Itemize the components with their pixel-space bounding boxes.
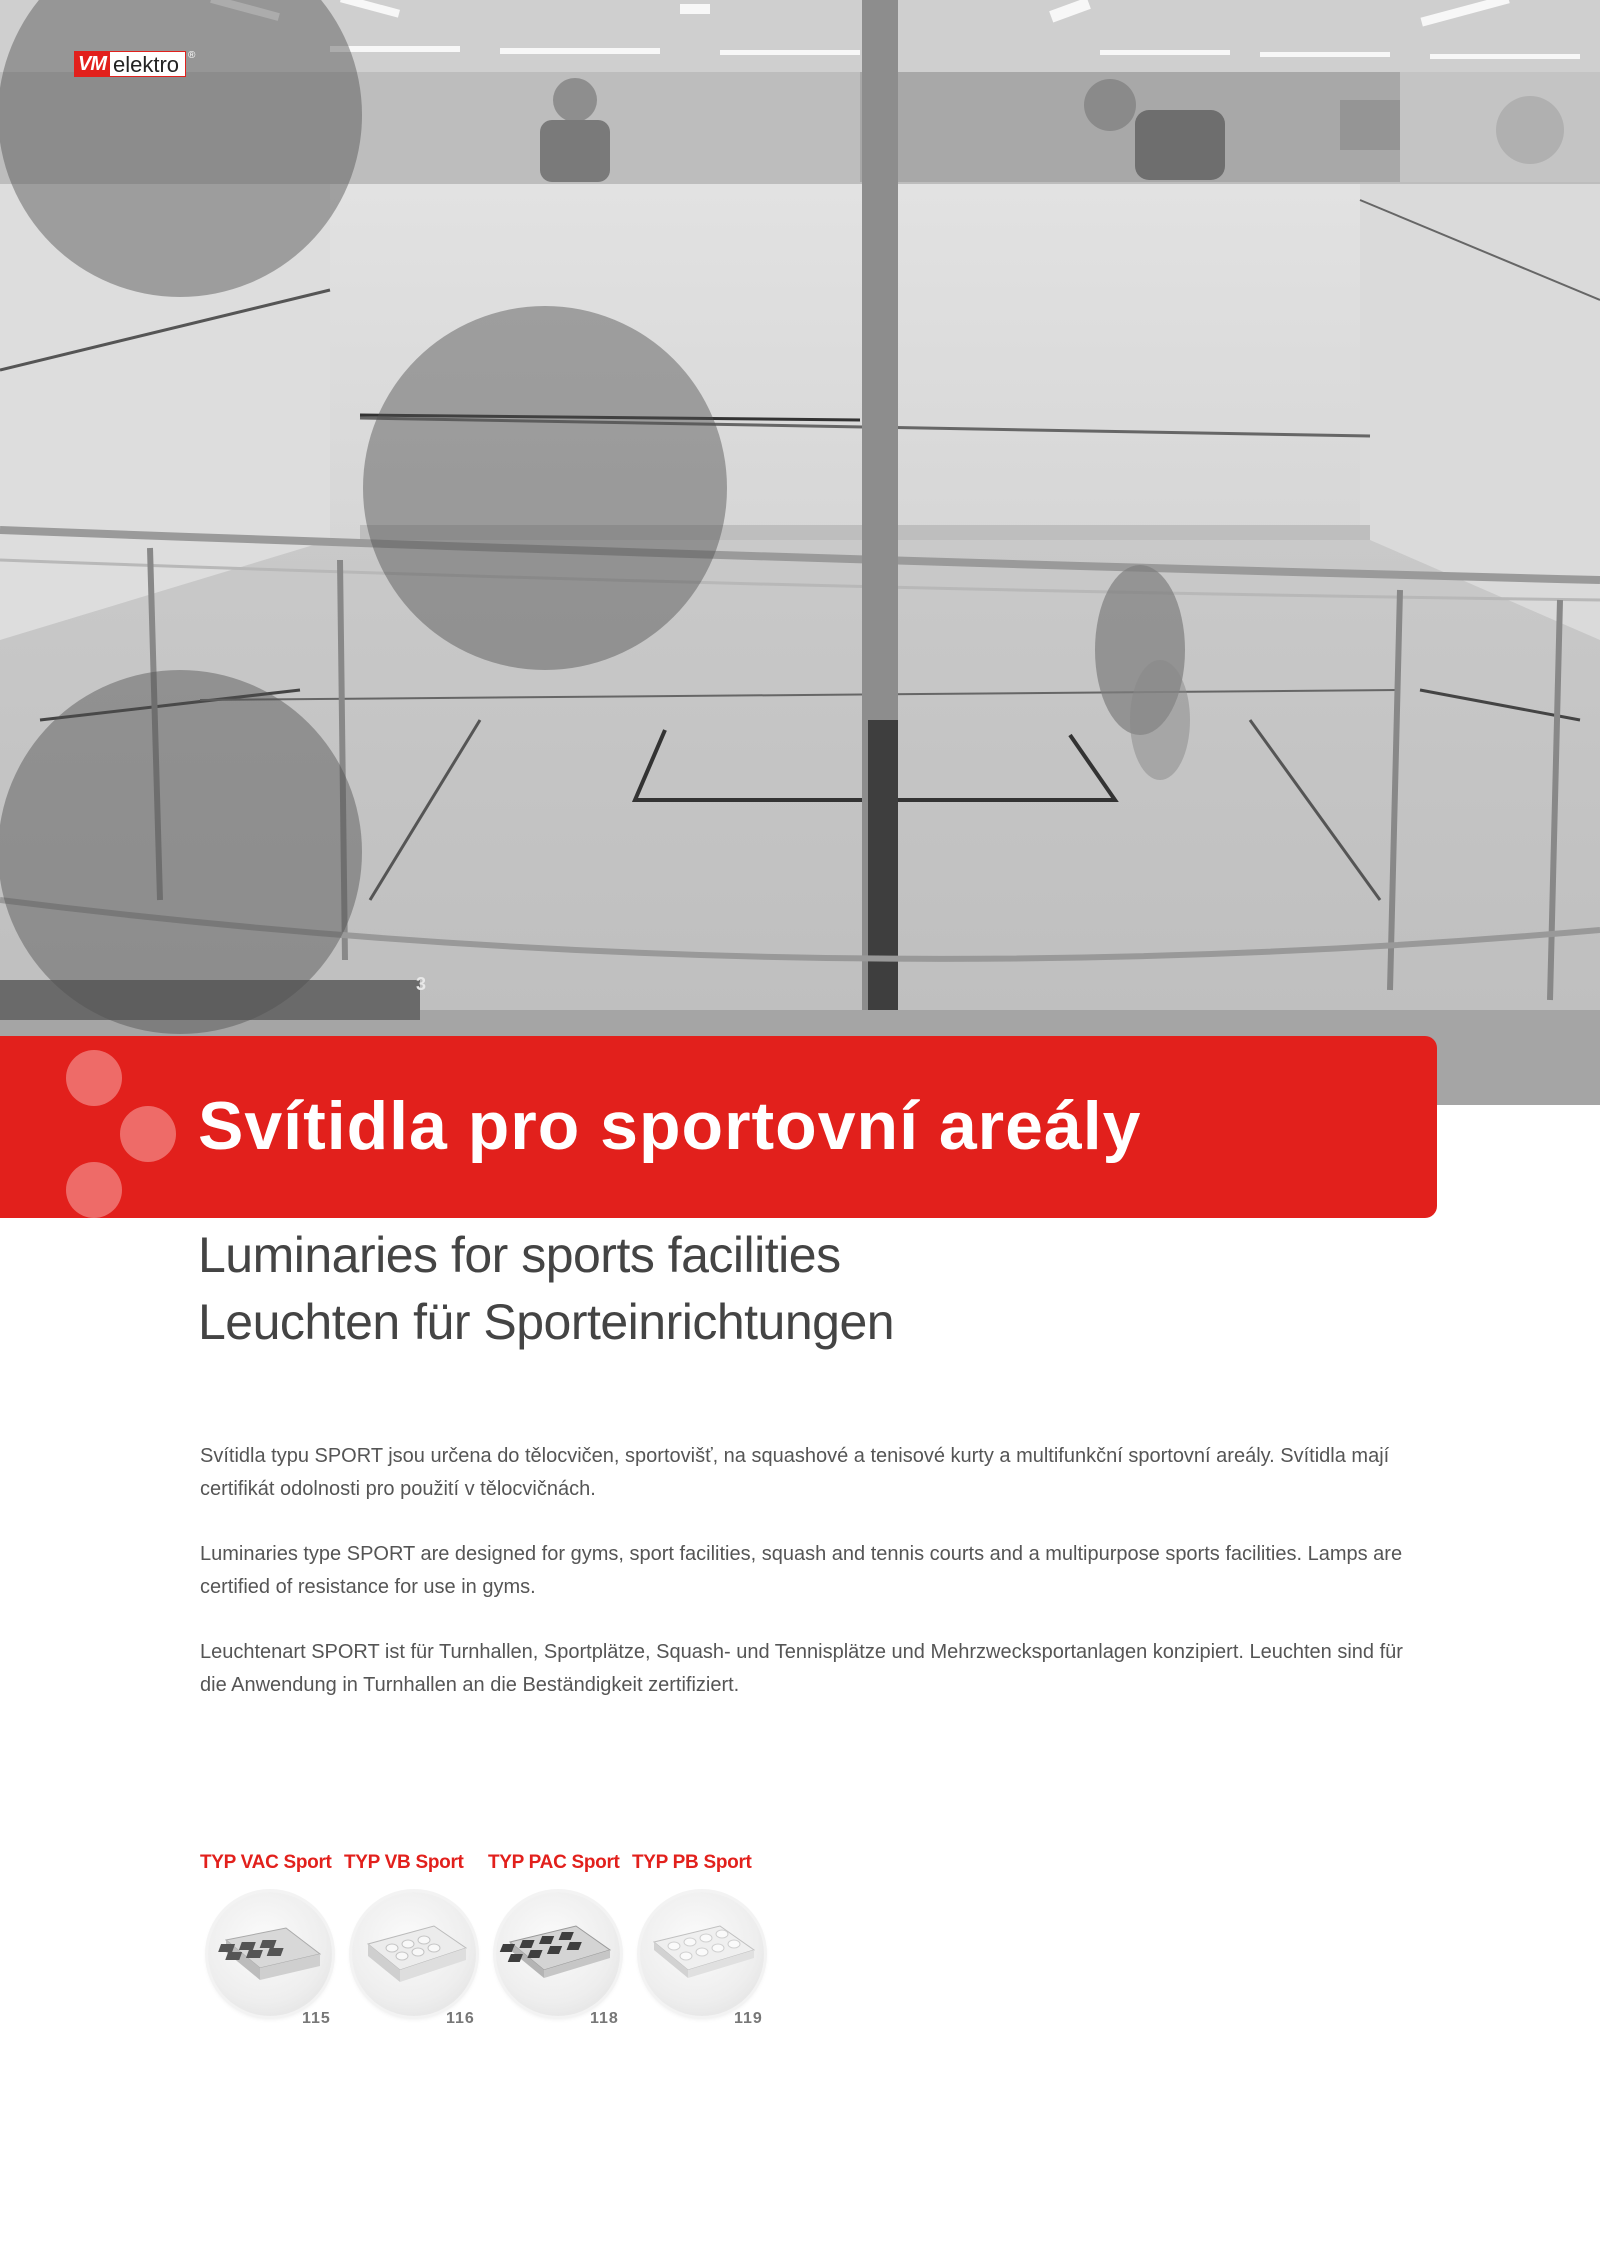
product-item-vb[interactable]	[344, 1852, 484, 2042]
title-band	[0, 1036, 1437, 1218]
luminaire-pac-icon	[496, 1892, 620, 2016]
description-german: Leuchtenart SPORT ist für Turnhallen, Sportplätze, Squash- und Tennisplätze und Mehrzwecksportanlagen konzipiert. Leuchten sind für die Anwendung in Turnhallen an die Beständigkeit zertifiziert.	[200, 1641, 1403, 1696]
vm-elektro-logo[interactable]	[74, 50, 195, 78]
decorative-dot-icon	[120, 1106, 176, 1162]
product-name: TYP PAC Sport	[488, 1852, 620, 1873]
page-number: 116	[446, 2010, 475, 2027]
product-list	[200, 1852, 920, 2042]
page-number: 118	[590, 2010, 619, 2027]
hero-photo	[0, 0, 1600, 1105]
description-czech: Svítidla typu SPORT jsou určena do tělocvičen, sportovišť, na squashové a tenisové kurty a multifunkční sportovní areály. Svítidla mají certifikát odolnosti pro použití v tělocvičnách.	[200, 1445, 1390, 1500]
subtitle-english: Luminaries for sports facilities	[198, 1227, 841, 1283]
subtitle-german: Leuchten für Sporteinrichtungen	[198, 1294, 895, 1350]
description-english: Luminaries type SPORT are designed for gyms, sport facilities, squash and tennis courts and a multipurpose sports facilities. Lamps are certified of resistance for use in gyms.	[200, 1543, 1403, 1598]
court-number: 3	[416, 974, 427, 994]
product-item-vac[interactable]	[200, 1852, 340, 2042]
registered-mark: ®	[188, 50, 196, 61]
product-item-pac[interactable]	[488, 1852, 628, 2042]
product-name: TYP VB Sport	[344, 1852, 464, 1873]
product-name: TYP VAC Sport	[200, 1852, 332, 1873]
decorative-dot-icon	[66, 1050, 122, 1106]
squash-court-illustration	[0, 0, 1600, 1105]
page-title: Svítidla pro sportovní areály	[198, 1088, 1142, 1164]
product-name: TYP PB Sport	[632, 1852, 752, 1873]
luminaire-vb-icon	[352, 1892, 476, 2016]
logo-text: elektro	[110, 51, 186, 77]
product-item-pb[interactable]	[632, 1852, 772, 2042]
decorative-dot-icon	[66, 1162, 122, 1218]
luminaire-vac-icon	[208, 1892, 332, 2016]
page-number: 115	[302, 2010, 331, 2027]
luminaire-pb-icon	[640, 1892, 764, 2016]
logo-mark: VM	[74, 51, 110, 77]
page-number: 119	[734, 2010, 763, 2027]
